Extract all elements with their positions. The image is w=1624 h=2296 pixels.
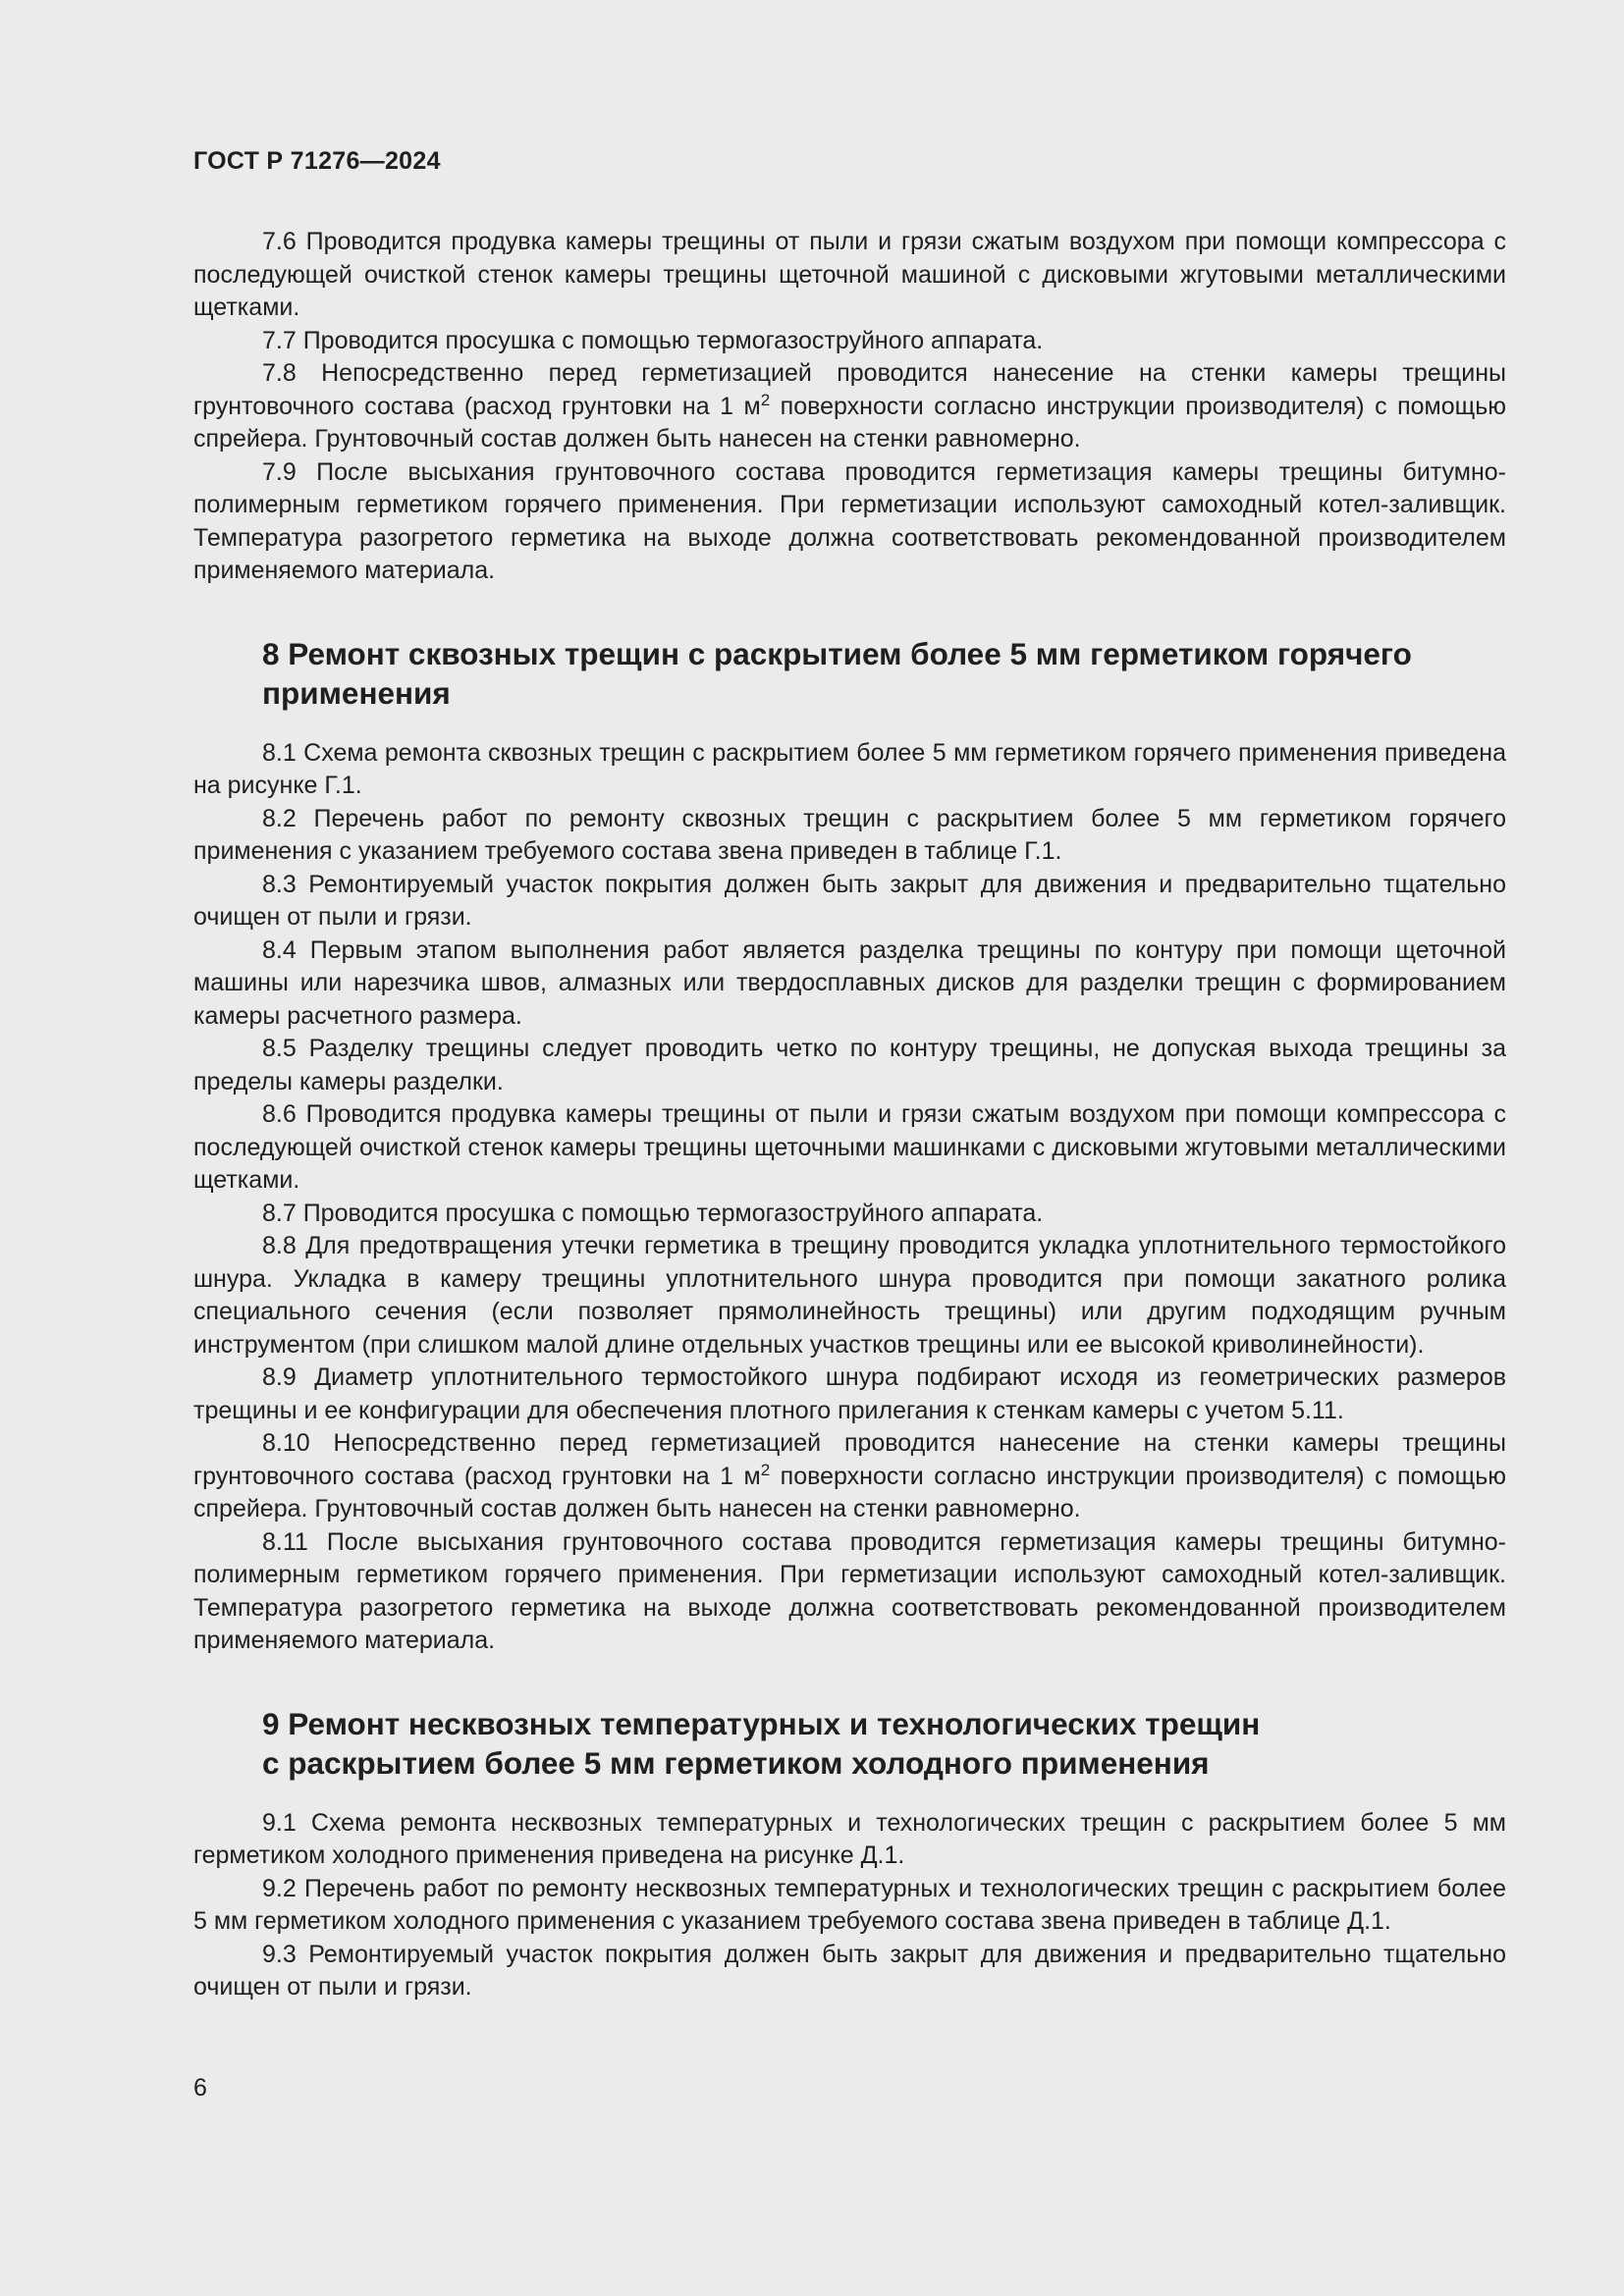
paragraph-7-8-text-after: поверхности согласно инструкции производителя) с помощью спрейера. Грунтовочный состав должен быть нанесен на стенки равномерно. xyxy=(193,392,1506,453)
paragraph-8-11: 8.11 После высыхания грунтовочного состава проводится герметизация камеры трещины битумно-полимерным герметиком горячего применения. При герметизации используют самоходный котел-заливщик. Температура разогретого герметика на выходе должна соответствовать рекомендованной производителем применяемого материала. xyxy=(193,1527,1506,1654)
superscript-2: 2 xyxy=(760,1460,771,1479)
paragraph-8-1: 8.1 Схема ремонта сквозных трещин с раскрытием более 5 мм герметиком горячего применения приведена на рисунке Г.1. xyxy=(193,738,1506,799)
paragraph-8-2: 8.2 Перечень работ по ремонту сквозных трещин с раскрытием более 5 мм герметиком горячего применения с указанием требуемого состава звена приведен в таблице Г.1. xyxy=(193,804,1506,865)
paragraph-7-8-text-before: 7.8 Непосредственно перед герметизацией проводится нанесение на стенки камеры трещины грунтовочного состава (расход грунтовки на 1 м xyxy=(193,359,1506,420)
paragraph-7-7: 7.7 Проводится просушка с помощью термогазоструйного аппарата. xyxy=(262,326,1044,354)
paragraph-8-10-text-before: 8.10 Непосредственно перед герметизацией проводится нанесение на стенки камеры трещины грунтовочного состава (расход грунтовки на 1 м xyxy=(193,1429,1506,1490)
document-body xyxy=(193,226,1506,2004)
paragraph-9-2: 9.2 Перечень работ по ремонту несквозных температурных и технологических трещин с раскрытием более 5 мм герметиком холодного применения с указанием требуемого состава звена приведен в таблице Д.1. xyxy=(193,1874,1506,1935)
section-9-heading xyxy=(193,1704,1506,1783)
paragraph-8-4: 8.4 Первым этапом выполнения работ является разделка трещины по контуру при помощи щеточной машины или нарезчика швов, алмазных или твердосплавных дисков для разделки трещин с формированием камеры расчетного размера. xyxy=(193,935,1506,1030)
paragraph-8-6: 8.6 Проводится продувка камеры трещины от пыли и грязи сжатым воздухом при помощи компрессора с последующей очисткой стенок камеры трещины щеточными машинками с дисковыми жгутовыми металлическими щетками. xyxy=(193,1100,1506,1194)
paragraph-8-9: 8.9 Диаметр уплотнительного термостойкого шнура подбирают исходя из геометрических размеров трещины и ее конфигурации для обеспечения плотного прилегания к стенкам камеры с учетом 5.11. xyxy=(193,1363,1506,1424)
paragraph-8-10-text-after: поверхности согласно инструкции производителя) с помощью спрейера. Грунтовочный состав должен быть нанесен на стенки равномерно. xyxy=(193,1462,1506,1522)
paragraph-8-7: 8.7 Проводится просушка с помощью термогазоструйного аппарата. xyxy=(262,1199,1044,1227)
paragraph-9-1: 9.1 Схема ремонта несквозных температурных и технологических трещин с раскрытием более 5 мм герметиком холодного применения приведена на рисунке Д.1. xyxy=(193,1808,1506,1869)
paragraph-8-5: 8.5 Разделку трещины следует проводить четко по контуру трещины, не допуская выхода трещины за пределы камеры разделки. xyxy=(193,1035,1506,1095)
page-number: 6 xyxy=(193,2074,207,2102)
paragraph-8-10 xyxy=(193,1427,1506,1526)
paragraph-7-6: 7.6 Проводится продувка камеры трещины от пыли и грязи сжатым воздухом при помощи компрессора с последующей очисткой стенок камеры трещины щеточной машиной с дисковыми жгутовыми металлическими щетками. xyxy=(193,228,1506,321)
section-9-heading-line-1: 9 Ремонт несквозных температурных и технологических трещин xyxy=(262,1705,1261,1741)
document-header: ГОСТ Р 71276—2024 xyxy=(193,147,441,175)
paragraph-8-3: 8.3 Ремонтируемый участок покрытия должен быть закрыт для движения и предварительно тщательно очищен от пыли и грязи. xyxy=(193,870,1506,931)
section-8-heading: 8 Ремонт сквозных трещин с раскрытием более 5 мм герметиком горячего применения xyxy=(262,635,1412,711)
paragraph-9-3: 9.3 Ремонтируемый участок покрытия должен быть закрыт для движения и предварительно тщательно очищен от пыли и грязи. xyxy=(193,1940,1506,2001)
superscript-2: 2 xyxy=(760,390,771,409)
paragraph-8-8: 8.8 Для предотвращения утечки герметика в трещину проводится укладка уплотнительного термостойкого шнура. Укладка в камеру трещины уплотнительного шнура проводится при помощи закатного ролика специального сечения (если позволяет прямолинейность трещины) или другим подходящим ручным инструментом (при слишком малой длине отдельных участков трещины или ее высокой криволинейности). xyxy=(193,1232,1506,1359)
paragraph-7-9: 7.9 После высыхания грунтовочного состава проводится герметизация камеры трещины битумно-полимерным герметиком горячего применения. При герметизации используют самоходный котел-заливщик. Температура разогретого герметика на выходе должна соответствовать рекомендованной производителем применяемого материала. xyxy=(193,457,1506,584)
paragraph-7-8 xyxy=(193,357,1506,456)
section-9-heading-line-2: с раскрытием более 5 мм герметиком холодного применения xyxy=(262,1744,1210,1781)
